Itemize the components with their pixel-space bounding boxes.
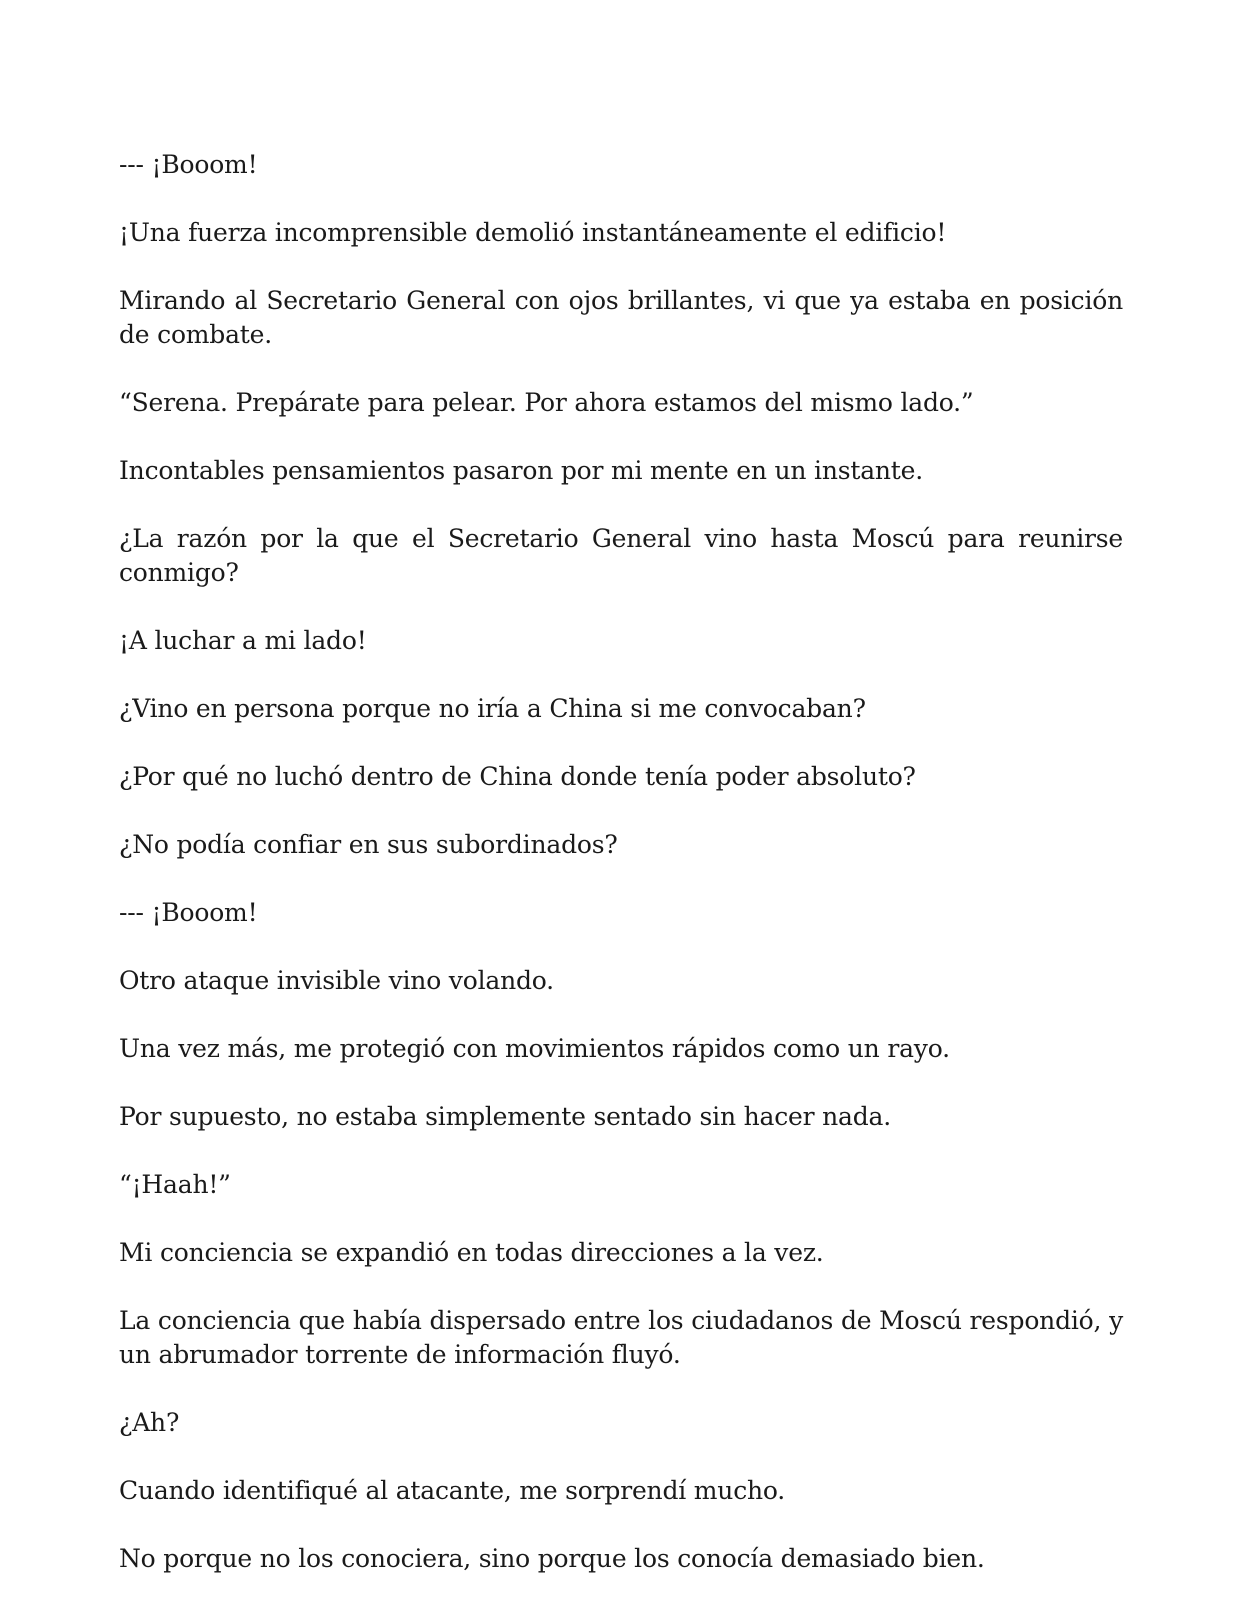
paragraph-2: ¡Una fuerza incomprensible demolió instantáneamente el edificio! xyxy=(119,218,947,247)
paragraph-1: --- ¡Booom! xyxy=(119,150,258,179)
paragraph-18: ¿Ah? xyxy=(119,1408,180,1437)
paragraph-17: La conciencia que había dispersado entre los ciudadanos de Moscú respondió, y un abrumador torrente de información fluyó. xyxy=(119,1306,1123,1369)
paragraph-12: Otro ataque invisible vino volando. xyxy=(119,966,554,995)
paragraph-4: “Serena. Prepárate para pelear. Por ahora estamos del mismo lado.” xyxy=(119,388,974,417)
paragraph-14: Por supuesto, no estaba simplemente sentado sin hacer nada. xyxy=(119,1102,891,1131)
paragraph-10: ¿No podía confiar en sus subordinados? xyxy=(119,830,618,859)
paragraph-19: Cuando identifiqué al atacante, me sorprendí mucho. xyxy=(119,1476,786,1505)
paragraph-16: Mi conciencia se expandió en todas direcciones a la vez. xyxy=(119,1238,824,1267)
paragraph-9: ¿Por qué no luchó dentro de China donde tenía poder absoluto? xyxy=(119,762,916,791)
paragraph-11: --- ¡Booom! xyxy=(119,898,258,927)
paragraph-7: ¡A luchar a mi lado! xyxy=(119,626,367,655)
paragraph-13: Una vez más, me protegió con movimientos rápidos como un rayo. xyxy=(119,1034,950,1063)
paragraph-5: Incontables pensamientos pasaron por mi mente en un instante. xyxy=(119,456,923,485)
paragraph-3: Mirando al Secretario General con ojos brillantes, vi que ya estaba en posición de combate. xyxy=(119,286,1123,349)
paragraph-15: “¡Haah!” xyxy=(119,1170,231,1199)
document-body xyxy=(119,148,1123,1576)
paragraph-6: ¿La razón por la que el Secretario General vino hasta Moscú para reunirse conmigo? xyxy=(119,524,1123,587)
paragraph-8: ¿Vino en persona porque no iría a China si me convocaban? xyxy=(119,694,866,723)
paragraph-20: No porque no los conociera, sino porque los conocía demasiado bien. xyxy=(119,1544,985,1573)
